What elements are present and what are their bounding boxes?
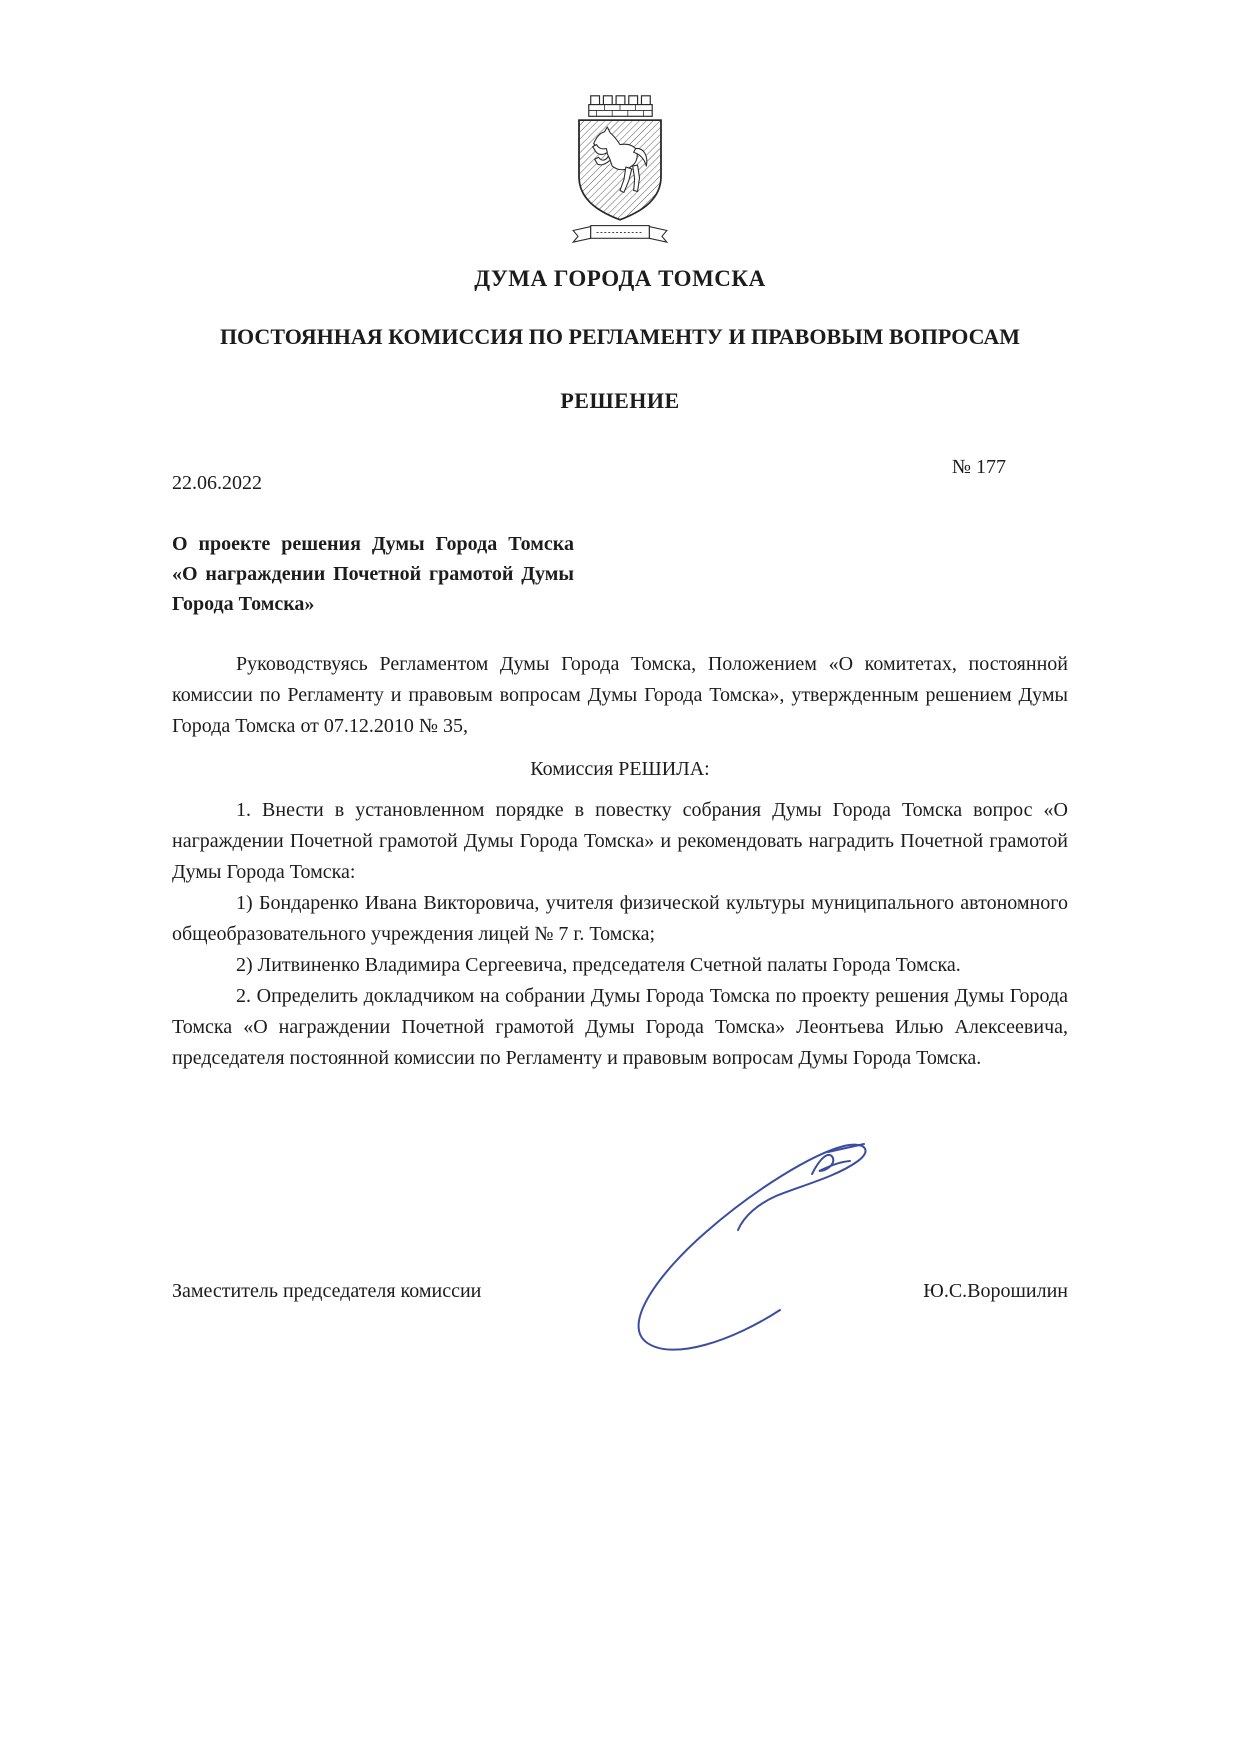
resolution-item-1b: 2) Литвиненко Владимира Сергеевича, председателя Счетной палаты Города Томска. xyxy=(236,953,961,976)
document-subject: О проекте решения Думы Города Томска «О награждении Почетной грамотой Думы Города Томска» xyxy=(172,532,574,615)
document-type-heading: РЕШЕНИЕ xyxy=(560,387,680,413)
preamble-paragraph: Руководствуясь Регламентом Думы Города Томска, Положением «О комитетах, постоянной комиссии по Регламенту и правовым вопросам Думы Города Томска», утвержденным решением Думы Города Томска от 07.12.2010 № 35, xyxy=(172,652,1068,737)
organization-title: ДУМА ГОРОДА ТОМСКА xyxy=(474,266,766,291)
resolution-item-1: 1. Внести в установленном порядке в повестку собрания Думы Города Томска вопрос «О награждении Почетной грамотой Думы Города Томска» и рекомендовать наградить Почетной грамотой Думы Города Томска: xyxy=(172,798,1068,883)
resolution-item-2: 2. Определить докладчиком на собрании Думы Города Томска по проекту решения Думы Города Томска «О награждении Почетной грамотой Думы Города Томска» Леонтьева Илью Алексеевича, председателя постоянной комиссии по Регламенту и правовым вопросам Думы Города Томска. xyxy=(172,984,1068,1069)
signature-block xyxy=(172,1182,1068,1402)
signatory-title: Заместитель председателя комиссии xyxy=(172,1279,482,1302)
emblem-container xyxy=(172,0,1068,250)
resolution-item-1a: 1) Бондаренко Ивана Викторовича, учителя физической культуры муниципального автономного общеобразовательного учреждения лицей № 7 г. Томска; xyxy=(172,891,1068,945)
signature-row xyxy=(172,1182,1068,1303)
document-number: № 177 xyxy=(951,455,1006,478)
tomsk-coat-of-arms-icon xyxy=(561,237,679,254)
signatory-name: Ю.С.Ворошилин xyxy=(923,1279,1068,1302)
document-date: 22.06.2022 xyxy=(172,471,262,494)
document-meta-row xyxy=(172,455,1068,495)
resolution-heading: Комиссия РЕШИЛА: xyxy=(530,757,710,780)
commission-title: ПОСТОЯННАЯ КОМИССИЯ ПО РЕГЛАМЕНТУ И ПРАВОВЫМ ВОПРОСАМ xyxy=(219,324,1021,349)
